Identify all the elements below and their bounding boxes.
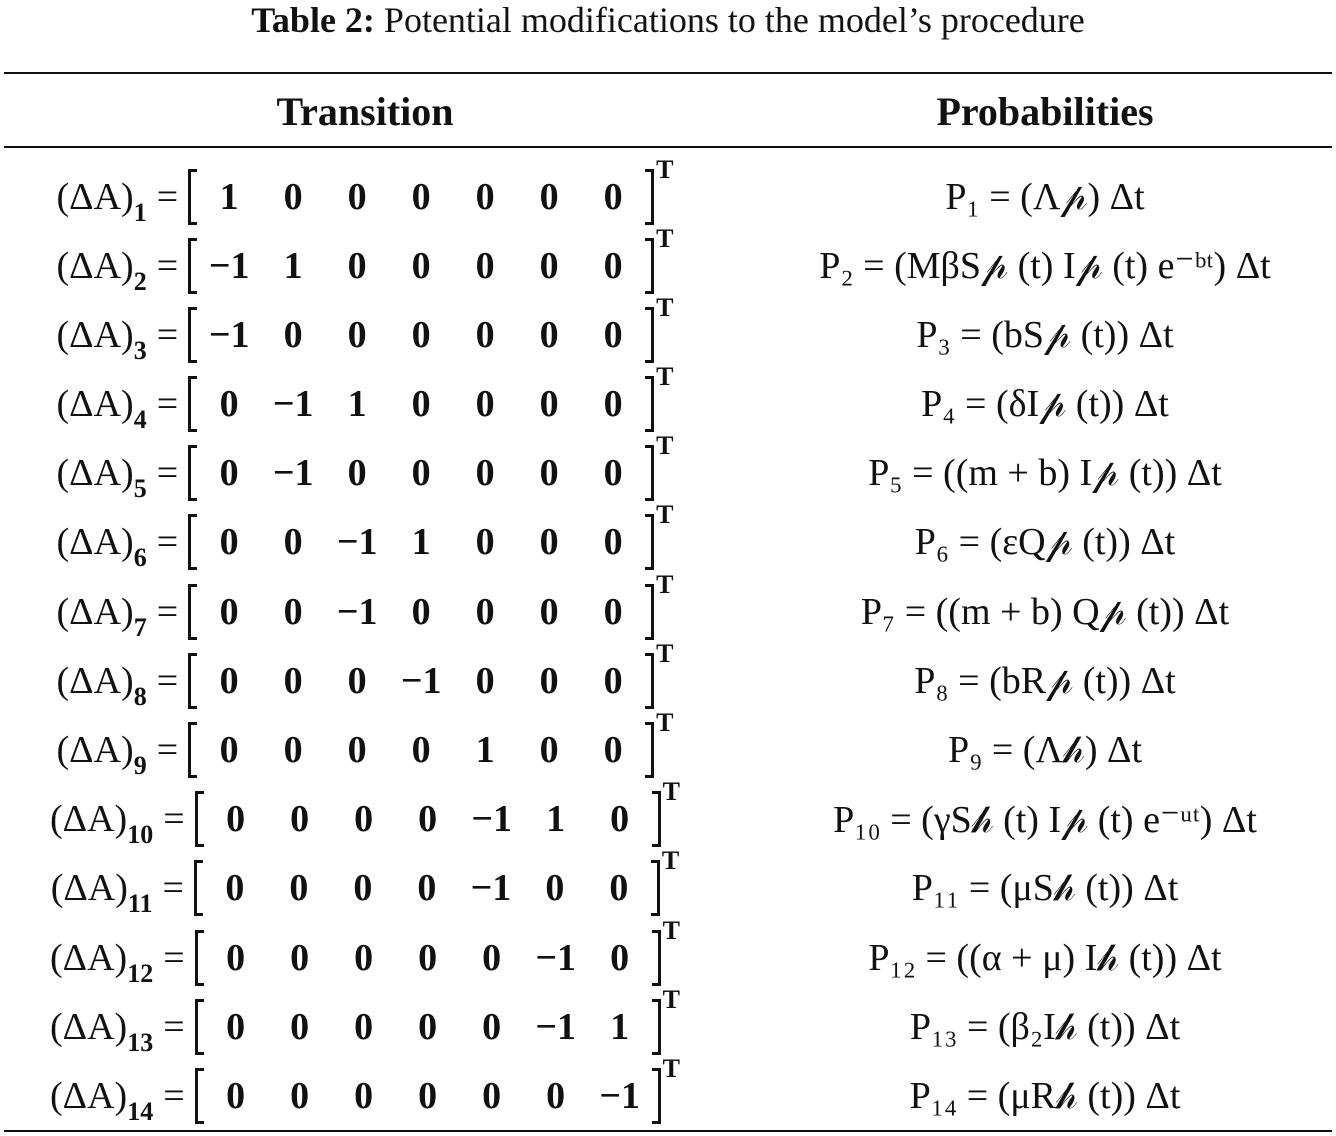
vector-entry: 0 <box>290 798 310 841</box>
vector-entry: 1 <box>347 383 367 426</box>
delta-a-symbol: (ΔA) <box>50 867 128 910</box>
delta-a-symbol: (ΔA) <box>50 936 128 979</box>
left-bracket-icon <box>195 791 204 847</box>
vector-entry: 0 <box>603 521 623 564</box>
transition-cell <box>0 777 730 854</box>
vector-entry: 0 <box>354 1074 374 1117</box>
vector-entry: 1 <box>411 521 431 564</box>
vector-entry: −1 <box>599 1074 640 1117</box>
vector-entry: 0 <box>283 313 303 356</box>
caption-label: Table 2: <box>251 0 375 40</box>
table-row <box>0 638 1336 715</box>
delta-a-symbol: (ΔA) <box>56 729 134 771</box>
right-bracket-icon <box>645 584 654 640</box>
equals-sign: = <box>156 383 179 426</box>
left-bracket-icon <box>188 514 197 570</box>
table-row <box>0 431 1336 508</box>
vector-entry: 0 <box>475 313 495 356</box>
vector-entry: 0 <box>347 659 367 702</box>
vector-entry: 0 <box>603 313 623 356</box>
equals-sign: = <box>156 244 179 287</box>
transition-index: 11 <box>127 889 153 919</box>
vector-entry: 1 <box>475 729 495 771</box>
left-bracket-icon <box>188 169 197 225</box>
vector-entry: −1 <box>470 867 512 910</box>
transition-vector <box>188 431 674 501</box>
table-row <box>0 777 1336 854</box>
right-bracket-icon <box>652 930 661 986</box>
right-bracket-icon <box>652 999 661 1055</box>
transition-symbol <box>56 520 147 573</box>
table-row <box>0 569 1336 646</box>
vector-entry: 0 <box>417 867 437 910</box>
transpose-mark: T <box>656 292 674 322</box>
vector-entry: 0 <box>610 936 630 979</box>
transition-symbol <box>50 866 153 919</box>
transition-index: 9 <box>133 751 147 780</box>
transpose-mark: T <box>656 223 674 253</box>
transition-vector <box>188 638 674 709</box>
transition-index: 8 <box>133 681 147 711</box>
vector-entry: 0 <box>219 729 239 771</box>
vector-entry: 0 <box>539 590 559 633</box>
vector-entry: −1 <box>272 383 314 426</box>
table-row <box>0 154 1336 231</box>
right-bracket-icon <box>645 653 654 709</box>
equals-sign: = <box>163 936 185 979</box>
transition-vector <box>188 569 674 640</box>
transition-symbol <box>50 797 154 850</box>
table-body <box>0 154 1336 1131</box>
vector-entry: 0 <box>539 729 559 771</box>
table-row <box>0 708 1336 785</box>
probability-cell: P₇ = ((m + b) Q𝓅 (t)) Δt <box>860 590 1230 633</box>
right-bracket-icon <box>652 791 661 847</box>
vector-entry: 0 <box>418 936 438 979</box>
equals-sign: = <box>156 452 179 495</box>
vector-entry: 0 <box>603 383 623 426</box>
vector-entry: 0 <box>475 244 495 287</box>
vector-entry: 0 <box>354 798 374 841</box>
transition-index: 4 <box>133 405 147 435</box>
delta-a-symbol: (ΔA) <box>56 383 134 426</box>
vector-entry: 0 <box>539 659 559 702</box>
header-probabilities: Probabilities <box>936 89 1154 134</box>
vector-entry: 0 <box>475 452 495 495</box>
transition-cell <box>0 708 730 785</box>
vector-entry: 0 <box>418 798 438 841</box>
vector-entry: −1 <box>272 452 314 495</box>
probability-cell: P₁ = (Λ𝓅) Δt <box>945 175 1145 218</box>
vector-entry: 0 <box>482 1005 502 1048</box>
vector-entry: 0 <box>609 867 629 910</box>
vector-entry: 0 <box>539 383 559 426</box>
transition-vector <box>195 984 680 1055</box>
equals-sign: = <box>163 798 185 841</box>
probability-cell: P₂ = (MβS𝓅 (t) I𝓅 (t) e⁻ᵇᵗ) Δt <box>819 245 1271 288</box>
transition-symbol <box>56 175 147 227</box>
delta-a-symbol: (ΔA) <box>56 452 134 495</box>
table-caption <box>0 0 1336 44</box>
transpose-mark: T <box>662 984 680 1014</box>
vector-entry: 0 <box>411 452 431 495</box>
transition-cell <box>0 292 730 369</box>
vector-entry: 0 <box>347 729 367 771</box>
left-bracket-icon <box>188 584 197 640</box>
equals-sign: = <box>156 313 179 356</box>
transition-vector <box>188 154 674 225</box>
vector-entry: 0 <box>603 244 623 287</box>
transition-vector <box>188 292 674 363</box>
table-row <box>0 292 1336 369</box>
probability-cell: P₆ = (εQ𝓅 (t)) Δt <box>914 521 1176 564</box>
vector-entry: 0 <box>347 175 367 218</box>
transition-cell <box>0 223 730 300</box>
vector-entry: 0 <box>219 452 239 495</box>
vector-entry: 0 <box>610 798 630 841</box>
transition-symbol <box>56 451 147 504</box>
equals-sign: = <box>163 1005 185 1048</box>
transition-index: 14 <box>127 1096 154 1126</box>
vector-entry: 0 <box>347 244 367 287</box>
vector-entry: 0 <box>546 1074 566 1117</box>
vector-entry: 0 <box>539 313 559 356</box>
equals-sign: = <box>156 521 179 564</box>
vector-entry: 0 <box>354 1005 374 1048</box>
vector-entry: 0 <box>354 936 374 979</box>
transition-index: 6 <box>133 543 147 573</box>
equals-sign: = <box>163 1074 185 1117</box>
vector-entry: 0 <box>283 659 303 702</box>
vector-entry: −1 <box>336 521 378 564</box>
table-row <box>0 223 1336 300</box>
vector-entry: 0 <box>226 936 246 979</box>
delta-a-symbol: (ΔA) <box>50 1005 128 1048</box>
vector-entry: 1 <box>546 798 566 841</box>
transition-index: 13 <box>127 1027 154 1057</box>
right-bracket-icon <box>645 238 654 294</box>
delta-a-symbol: (ΔA) <box>56 175 134 218</box>
equals-sign: = <box>156 590 179 633</box>
vector-entry: −1 <box>535 936 576 979</box>
transpose-mark: T <box>656 500 674 530</box>
transition-index: 3 <box>133 335 147 365</box>
transition-cell <box>0 154 730 231</box>
transition-symbol <box>50 1074 154 1126</box>
transition-index: 7 <box>133 612 147 642</box>
vector-entry: −1 <box>400 659 442 702</box>
vector-entry: 0 <box>411 175 431 218</box>
vector-entry: 0 <box>475 175 495 218</box>
vector-entry: 0 <box>347 452 367 495</box>
vector-entry: −1 <box>208 313 250 356</box>
transition-symbol <box>56 382 147 435</box>
table-row <box>0 500 1336 577</box>
transition-index: 1 <box>133 197 147 227</box>
delta-a-symbol: (ΔA) <box>56 313 134 356</box>
delta-a-symbol: (ΔA) <box>50 1074 128 1117</box>
table-row <box>0 362 1336 439</box>
probability-cell: P₉ = (Λ𝒽) Δt <box>947 729 1143 771</box>
top-rule <box>4 72 1332 74</box>
vector-entry: 0 <box>603 175 623 218</box>
vector-entry: 0 <box>539 452 559 495</box>
probability-cell: P₈ = (bR𝓅 (t)) Δt <box>914 659 1176 702</box>
transition-symbol <box>56 728 147 780</box>
transition-symbol <box>56 590 147 642</box>
transition-vector <box>195 1053 680 1124</box>
right-bracket-icon <box>645 514 654 570</box>
vector-entry: 0 <box>475 659 495 702</box>
vector-entry: 0 <box>603 659 623 702</box>
vector-entry: −1 <box>535 1005 576 1048</box>
transpose-mark: T <box>662 1053 680 1083</box>
vector-entry: −1 <box>208 244 250 287</box>
vector-entry: 0 <box>283 729 303 771</box>
vector-entry: 0 <box>290 1005 310 1048</box>
equals-sign: = <box>156 659 179 702</box>
probability-cell: P₁₃ = (β₂I𝒽 (t)) Δt <box>909 1005 1181 1048</box>
bottom-rule <box>4 1130 1332 1132</box>
transition-symbol <box>56 244 147 296</box>
vector-entry: 0 <box>603 729 623 771</box>
vector-entry: 0 <box>219 590 239 633</box>
table-row <box>0 984 1336 1061</box>
right-bracket-icon <box>651 860 660 916</box>
transition-index: 10 <box>127 820 154 850</box>
vector-entry: 0 <box>283 521 303 564</box>
vector-entry: 0 <box>289 867 309 910</box>
transition-cell <box>0 362 730 439</box>
right-bracket-icon <box>645 376 654 432</box>
vector-entry: 0 <box>539 521 559 564</box>
right-bracket-icon <box>645 307 654 363</box>
vector-entry: −1 <box>471 798 512 841</box>
vector-entry: 0 <box>482 1074 502 1117</box>
vector-entry: −1 <box>336 590 378 633</box>
transition-symbol <box>50 936 154 988</box>
probability-cell: P₁₀ = (γS𝒽 (t) I𝓅 (t) e⁻ᵘᵗ) Δt <box>833 798 1257 841</box>
transition-vector <box>194 846 680 916</box>
transition-symbol <box>56 659 147 711</box>
vector-entry: 0 <box>603 590 623 633</box>
transition-vector <box>188 500 674 570</box>
table-row <box>0 846 1336 923</box>
right-bracket-icon <box>645 722 654 778</box>
left-bracket-icon <box>188 722 197 778</box>
transition-cell <box>0 1053 730 1130</box>
transition-cell <box>0 915 730 992</box>
right-bracket-icon <box>645 169 654 225</box>
probability-cell: P₅ = ((m + b) I𝓅 (t)) Δt <box>868 452 1222 495</box>
vector-entry: 0 <box>347 313 367 356</box>
transition-cell <box>0 984 730 1061</box>
transition-cell <box>0 431 730 508</box>
probability-cell: P₄ = (δI𝓅 (t)) Δt <box>921 383 1169 426</box>
left-bracket-icon <box>195 930 204 986</box>
vector-entry: 0 <box>418 1005 438 1048</box>
transpose-mark: T <box>661 846 680 876</box>
table-row <box>0 915 1336 992</box>
transition-cell <box>0 638 730 715</box>
vector-entry: 0 <box>545 867 565 910</box>
vector-entry: 0 <box>603 452 623 495</box>
vector-entry: 0 <box>353 867 373 910</box>
left-bracket-icon <box>194 860 203 916</box>
header-transition: Transition <box>276 89 454 134</box>
transition-vector <box>195 777 680 847</box>
equals-sign: = <box>156 175 179 218</box>
caption-text: Potential modifications to the model’s procedure <box>383 0 1085 40</box>
transition-cell <box>0 500 730 577</box>
delta-a-symbol: (ΔA) <box>56 521 134 564</box>
table-row <box>0 1053 1336 1130</box>
transpose-mark: T <box>656 362 674 392</box>
vector-entry: 0 <box>539 175 559 218</box>
transition-symbol <box>50 1005 154 1057</box>
vector-entry: 0 <box>411 729 431 771</box>
vector-entry: 0 <box>226 1074 246 1117</box>
left-bracket-icon <box>188 376 197 432</box>
transpose-mark: T <box>656 154 674 184</box>
vector-entry: 1 <box>610 1005 630 1048</box>
vector-entry: 0 <box>418 1074 438 1117</box>
transpose-mark: T <box>656 638 674 668</box>
left-bracket-icon <box>188 307 197 363</box>
transition-symbol <box>56 313 147 365</box>
delta-a-symbol: (ΔA) <box>56 659 134 702</box>
left-bracket-icon <box>195 999 204 1055</box>
vector-entry: 0 <box>482 936 502 979</box>
transition-vector <box>188 223 674 294</box>
right-bracket-icon <box>645 445 654 501</box>
vector-entry: 0 <box>226 798 246 841</box>
vector-entry: 0 <box>290 936 310 979</box>
right-bracket-icon <box>652 1068 661 1124</box>
header-rule <box>4 146 1332 148</box>
probability-cell: P₁₄ = (μR𝒽 (t)) Δt <box>909 1074 1181 1117</box>
probability-cell: P₁₂ = ((α + μ) I𝒽 (t)) Δt <box>868 936 1222 979</box>
vector-entry: 0 <box>539 244 559 287</box>
vector-entry: 1 <box>283 244 303 287</box>
vector-entry: 0 <box>225 867 245 910</box>
vector-entry: 0 <box>219 659 239 702</box>
vector-entry: 0 <box>475 383 495 426</box>
vector-entry: 0 <box>475 521 495 564</box>
equals-sign: = <box>162 867 184 910</box>
vector-entry: 0 <box>290 1074 310 1117</box>
transition-cell <box>0 569 730 646</box>
transition-vector <box>188 362 674 432</box>
transition-index: 12 <box>127 958 154 988</box>
transition-cell <box>0 846 730 923</box>
transition-vector <box>188 708 674 778</box>
left-bracket-icon <box>188 653 197 709</box>
transpose-mark: T <box>662 915 680 945</box>
vector-entry: 1 <box>219 175 239 218</box>
vector-entry: 0 <box>283 175 303 218</box>
delta-a-symbol: (ΔA) <box>50 798 128 841</box>
transpose-mark: T <box>656 431 674 461</box>
transition-index: 2 <box>133 266 147 296</box>
vector-entry: 0 <box>475 590 495 633</box>
left-bracket-icon <box>188 445 197 501</box>
equals-sign: = <box>156 729 179 771</box>
vector-entry: 0 <box>219 521 239 564</box>
transition-vector <box>195 915 680 986</box>
vector-entry: 0 <box>283 590 303 633</box>
transpose-mark: T <box>656 708 674 737</box>
vector-entry: 0 <box>219 383 239 426</box>
probability-cell: P₁₁ = (μS𝒽 (t)) Δt <box>911 867 1179 910</box>
left-bracket-icon <box>195 1068 204 1124</box>
transpose-mark: T <box>656 569 674 599</box>
left-bracket-icon <box>188 238 197 294</box>
delta-a-symbol: (ΔA) <box>56 590 134 633</box>
transition-index: 5 <box>133 474 147 504</box>
transpose-mark: T <box>662 777 680 807</box>
probability-cell: P₃ = (bS𝓅 (t)) Δt <box>916 313 1174 356</box>
vector-entry: 0 <box>226 1005 246 1048</box>
delta-a-symbol: (ΔA) <box>56 244 134 287</box>
vector-entry: 0 <box>411 244 431 287</box>
vector-entry: 0 <box>411 383 431 426</box>
vector-entry: 0 <box>411 590 431 633</box>
vector-entry: 0 <box>411 313 431 356</box>
